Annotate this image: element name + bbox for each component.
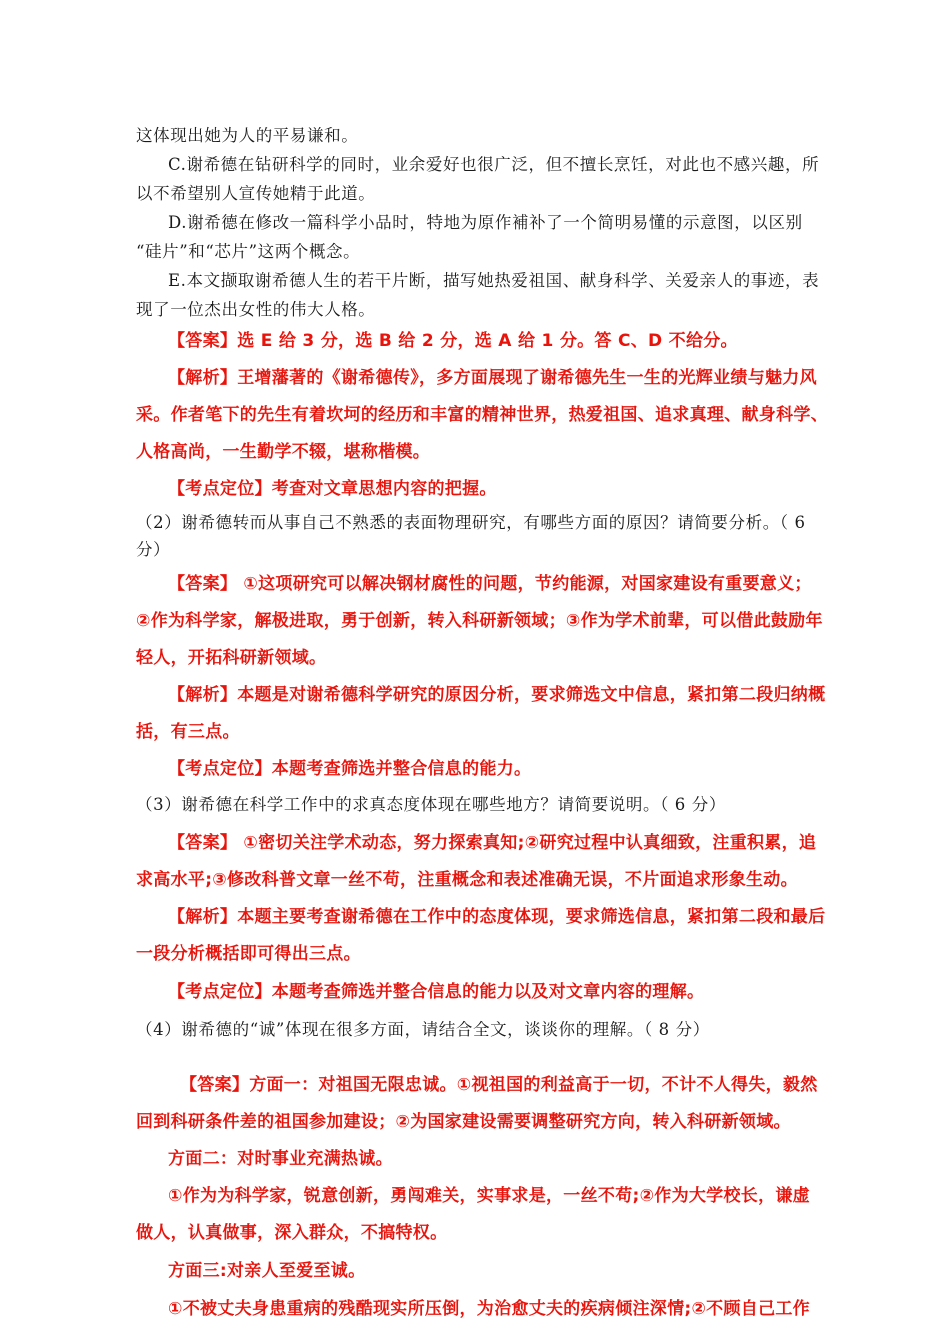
- question-2-line: （2）谢希德转而从事自己不熟悉的表面物理研究，有哪些方面的原因？请简要分析。（ 6: [136, 513, 806, 532]
- exam-point-line: 【考点定位】本题考查筛选并整合信息的能力。: [168, 759, 532, 779]
- option-c-line: C.谢希德在钻研科学的同时，业余爱好也很广泛，但不擅长烹饪，对此也不感兴趣，所: [168, 155, 820, 174]
- text-line: 现了一位杰出女性的伟大人格。: [136, 300, 376, 319]
- answer-line: 回到科研条件差的祖国参加建设；②为国家建设需要调整研究方向，转入科研新领域。: [136, 1112, 791, 1132]
- option-e-line: E.本文撷取谢希德人生的若干片断，描写她热爱祖国、献身科学、关爱亲人的事迹，表: [168, 271, 820, 290]
- answer-line: 轻人，开拓科研新领域。: [136, 648, 327, 668]
- exam-point-line: 【考点定位】考查对文章思想内容的把握。: [168, 479, 497, 499]
- question-4-line: （4）谢希德的“诚”体现在很多方面，请结合全文，谈谈你的理解。（ 8 分）: [136, 1020, 710, 1039]
- analysis-line: 一段分析概括即可得出三点。: [136, 944, 361, 964]
- analysis-line: 【解析】本题是对谢希德科学研究的原因分析，要求筛选文中信息，紧扣第二段归纳概: [168, 685, 826, 705]
- exam-point-line: 【考点定位】本题考查筛选并整合信息的能力以及对文章内容的理解。: [168, 982, 705, 1002]
- answer-line: 【答案】 ①密切关注学术动态，努力探索真知;②研究过程中认真细致，注重积累，追: [168, 833, 817, 853]
- answer-line: ①作为为科学家，锐意创新，勇闯难关，实事求是，一丝不苟;②作为大学校长，谦虚: [168, 1186, 810, 1206]
- answer-line: 【答案】选 E 给 3 分，选 B 给 2 分，选 A 给 1 分。答 C、D 不给分。: [168, 331, 738, 351]
- analysis-line: 采。作者笔下的先生有着坎坷的经历和丰富的精神世界，热爱祖国、追求真理、献身科学、: [136, 405, 828, 425]
- answer-line: ②作为科学家，解极进取，勇于创新，转入科研新领域；③作为学术前辈，可以借此鼓励年: [136, 611, 823, 631]
- answer-line: ①不被丈夫身患重病的残酷现实所压倒，为治愈丈夫的疾病倾注深情;②不顾自己工作: [168, 1299, 810, 1319]
- answer-line: 做人，认真做事，深入群众，不搞特权。: [136, 1223, 448, 1243]
- text-line: “硅片”和“芯片”这两个概念。: [136, 242, 361, 261]
- analysis-line: 括，有三点。: [136, 722, 240, 742]
- question-2-line: 分）: [136, 540, 171, 559]
- question-3-line: （3）谢希德在科学工作中的求真态度体现在哪些地方？请简要说明。（ 6 分）: [136, 795, 726, 814]
- answer-line: 方面三:对亲人至爱至诚。: [168, 1261, 366, 1281]
- analysis-line: 【解析】王增藩著的《谢希德传》，多方面展现了谢希德先生一生的光辉业绩与魅力风: [168, 368, 817, 388]
- analysis-line: 人格高尚，一生勤学不辍，堪称楷模。: [136, 442, 431, 462]
- answer-line: 求高水平;③修改科普文章一丝不苟，注重概念和表述准确无误，不片面追求形象生动。: [136, 870, 798, 890]
- answer-line: 【答案】方面一：对祖国无限忠诚。①视祖国的利益高于一切，不计不人得失，毅然: [180, 1075, 818, 1095]
- answer-line: 【答案】 ①这项研究可以解决钢材腐性的问题，节约能源，对国家建设有重要意义；: [168, 574, 812, 594]
- analysis-line: 【解析】本题主要考查谢希德在工作中的态度体现，要求筛选信息，紧扣第二段和最后: [168, 907, 826, 927]
- option-d-line: D.谢希德在修改一篇科学小品时，特地为原作補补了一个简明易懂的示意图，以区别: [168, 213, 803, 232]
- text-line: 这体现出她为人的平易谦和。: [136, 126, 359, 145]
- answer-line: 方面二：对时事业充满热诚。: [168, 1149, 393, 1169]
- text-line: 以不希望别人宣传她精于此道。: [136, 184, 376, 203]
